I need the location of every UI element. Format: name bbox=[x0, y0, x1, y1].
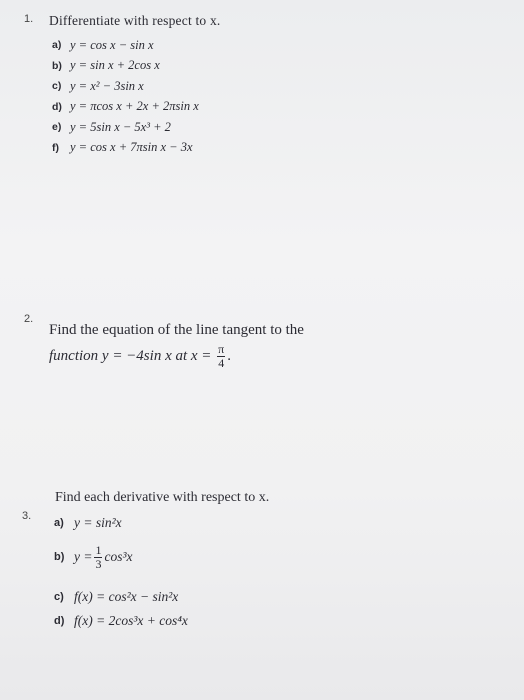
list-item bbox=[52, 117, 199, 138]
fraction-numerator: π bbox=[218, 342, 225, 357]
list-item bbox=[52, 97, 199, 118]
item-label: b) bbox=[54, 551, 65, 563]
item-label: a) bbox=[54, 517, 64, 529]
equation: y = sin²x bbox=[74, 515, 122, 530]
list-item bbox=[54, 534, 188, 580]
equation: f(x) = 2cos³x + cos⁴x bbox=[74, 613, 188, 628]
problem-2-prompt bbox=[49, 317, 304, 370]
list-item bbox=[52, 138, 199, 159]
equation: y = sin x + 2cos x bbox=[70, 58, 160, 73]
list-item bbox=[54, 610, 188, 632]
item-label: e) bbox=[52, 121, 62, 134]
item-label: d) bbox=[52, 100, 62, 113]
fraction bbox=[94, 544, 102, 571]
problem-3-prompt: Find each derivative with respect to x. bbox=[55, 490, 270, 505]
equation: y = πcos x + 2x + 2πsin x bbox=[70, 99, 199, 114]
prompt-line-2 bbox=[49, 343, 304, 370]
prompt-line-1: Find the equation of the line tangent to the bbox=[49, 322, 304, 338]
equation: y = 5sin x − 5x³ + 2 bbox=[70, 119, 171, 134]
problem-1-prompt: Differentiate with respect to x. bbox=[49, 13, 221, 28]
fraction-denominator: 4 bbox=[218, 356, 225, 371]
fraction-numerator: 1 bbox=[95, 542, 102, 557]
prompt-line-2-lead: function y = −4sin x at x = bbox=[49, 348, 212, 364]
item-label: a) bbox=[52, 39, 62, 52]
equation-lead: y = bbox=[74, 549, 93, 564]
item-label: d) bbox=[54, 615, 65, 627]
item-label: b) bbox=[52, 59, 62, 72]
problem-2-number: 2. bbox=[24, 313, 34, 325]
equation: y = x² − 3sin x bbox=[70, 78, 144, 93]
item-label: f) bbox=[52, 141, 59, 154]
equation: f(x) = cos²x − sin²x bbox=[74, 589, 179, 604]
problem-1-number: 1. bbox=[24, 13, 34, 25]
list-item bbox=[54, 584, 188, 610]
list-item bbox=[54, 512, 188, 534]
item-label: c) bbox=[52, 80, 62, 93]
equation: y = cos x + 7πsin x − 3x bbox=[70, 140, 193, 155]
list-item bbox=[52, 35, 199, 56]
prompt-line-2-tail: . bbox=[227, 348, 231, 364]
item-label: c) bbox=[54, 591, 64, 603]
fraction-denominator: 3 bbox=[95, 556, 102, 571]
fraction bbox=[217, 343, 225, 370]
list-item bbox=[52, 56, 199, 77]
equation-tail: cos³x bbox=[104, 549, 133, 564]
problem-1-list bbox=[52, 35, 199, 158]
problem-3-number: 3. bbox=[22, 510, 32, 522]
problem-3-list bbox=[54, 512, 188, 632]
equation: y = cos x − sin x bbox=[70, 37, 154, 52]
list-item bbox=[52, 76, 199, 97]
